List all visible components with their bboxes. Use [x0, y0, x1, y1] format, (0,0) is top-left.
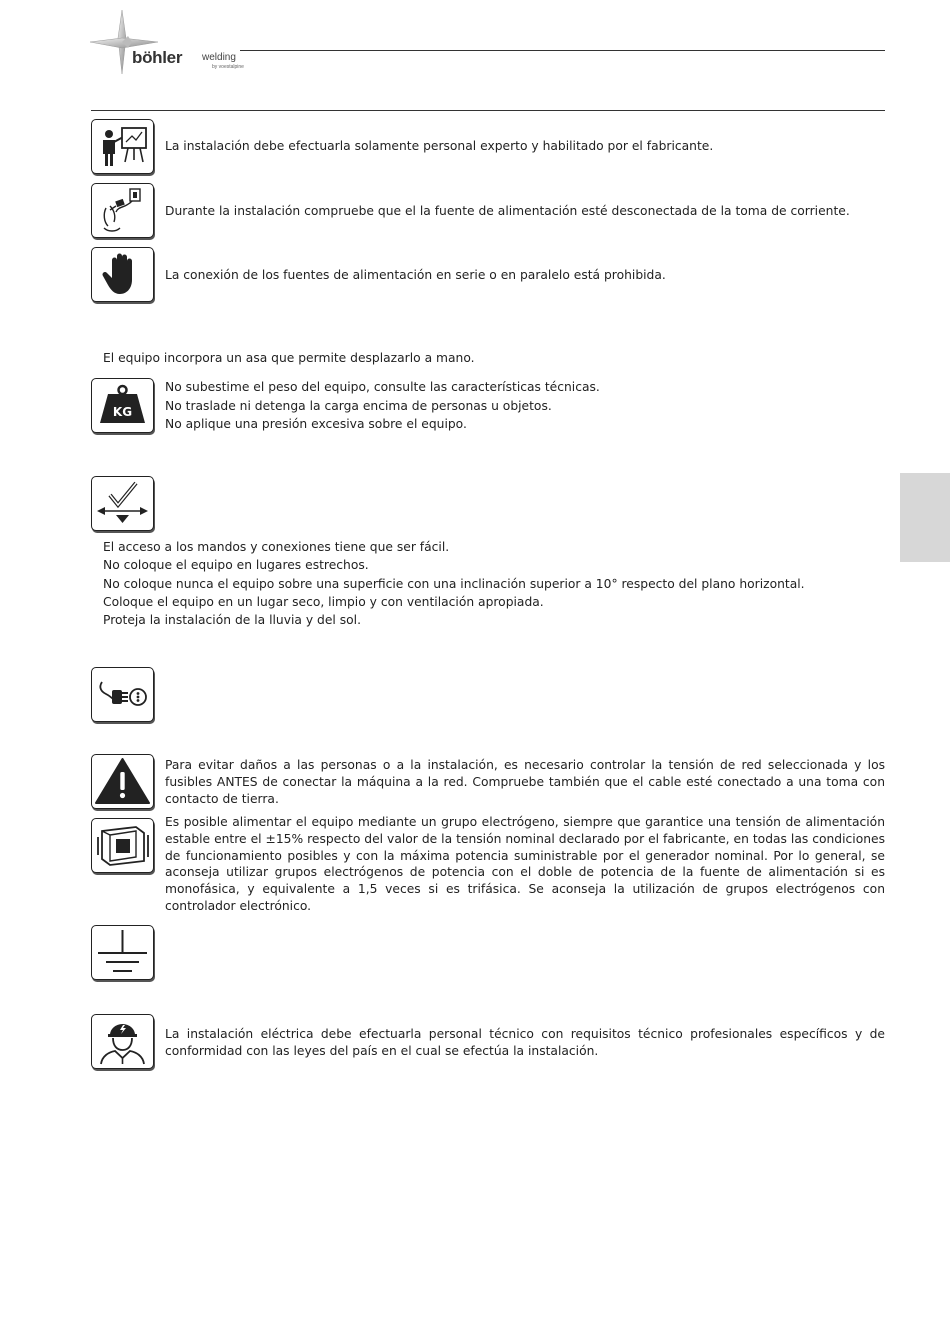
trainer-presentation-icon — [91, 119, 154, 174]
placement-item: Coloque el equipo en un lugar seco, limpio y con ventilación apropiada. — [103, 594, 544, 609]
handling-list — [165, 378, 885, 434]
placement-checkmark-icon — [91, 476, 154, 531]
parallel-prohibited-notice: La conexión de los fuentes de alimentación en serie o en paralelo está prohibida. — [165, 268, 666, 282]
unplug-hand-icon — [91, 183, 154, 238]
placement-item: No coloque nunca el equipo sobre una superficie con una inclinación superior a 10° respecto del plano horizontal. — [103, 576, 805, 591]
placement-list — [103, 538, 883, 629]
placement-item: Proteja la instalación de la lluvia y del sol. — [103, 613, 361, 628]
header-rule — [240, 50, 885, 51]
weight-label: KG — [112, 405, 133, 419]
handle-intro: El equipo incorpora un asa que permite desplazarlo a mano. — [103, 351, 475, 365]
placement-item: No coloque el equipo en lugares estrechos. — [103, 558, 369, 573]
ground-earth-icon — [91, 925, 154, 980]
disconnect-notice: Durante la instalación compruebe que el la fuente de alimentación esté desconectada de la toma de corriente. — [165, 204, 850, 218]
brand-tag: by voestalpine — [212, 64, 244, 70]
generator-icon — [91, 818, 154, 873]
weight-kg-icon — [91, 378, 154, 433]
electrician-notice: La instalación eléctrica debe efectuarla personal técnico con requisitos técnico profesionales específicos y de conformidad con las leyes del país en el cual se efectúa la instalación. — [165, 1027, 885, 1058]
stop-hand-icon — [91, 247, 154, 302]
handling-item: No traslade ni detenga la carga encima de personas u objetos. — [165, 398, 552, 413]
section-rule — [91, 110, 885, 111]
side-tab — [900, 473, 950, 562]
warning-triangle-icon — [91, 754, 154, 809]
mains-voltage-warning: Para evitar daños a las personas o a la instalación, es necesario controlar la tensión de red seleccionada y los fusibles ANTES de conectar la máquina a la red. Compruebe también que el cable esté conectado a una toma con contacto de tierra. — [165, 758, 885, 806]
handling-item: No aplique una presión excesiva sobre el equipo. — [165, 417, 467, 431]
brand-logo — [88, 8, 248, 80]
plug-socket-icon — [91, 667, 154, 722]
generator-notice: Es posible alimentar el equipo mediante un grupo electrógeno, siempre que garantice una tensión de alimentación estable entre el ±15% respecto del valor de la tensión nominal declarado por el fabricante, en todas las condiciones de funcionamiento posibles y con la máxima potencia suministrable por el generador nominal. Por lo general, se aconseja utilizar grupos electrógenos de potencia con el doble de potencia de la fuente de alimentación si es monofásica, y equivalente a 1,5 veces si es trifásica. Se aconseja la utilización de grupos electrógenos con controlador electrónico. — [165, 815, 885, 913]
electrician-worker-icon — [91, 1014, 154, 1069]
handling-item: No subestime el peso del equipo, consulte las características técnicas. — [165, 380, 600, 394]
brand-sub: welding — [202, 52, 236, 63]
expert-installation-notice: La instalación debe efectuarla solamente personal experto y habilitado por el fabricante. — [165, 139, 714, 153]
placement-item: El acceso a los mandos y conexiones tiene que ser fácil. — [103, 540, 450, 554]
brand-name: böhler — [132, 48, 183, 67]
